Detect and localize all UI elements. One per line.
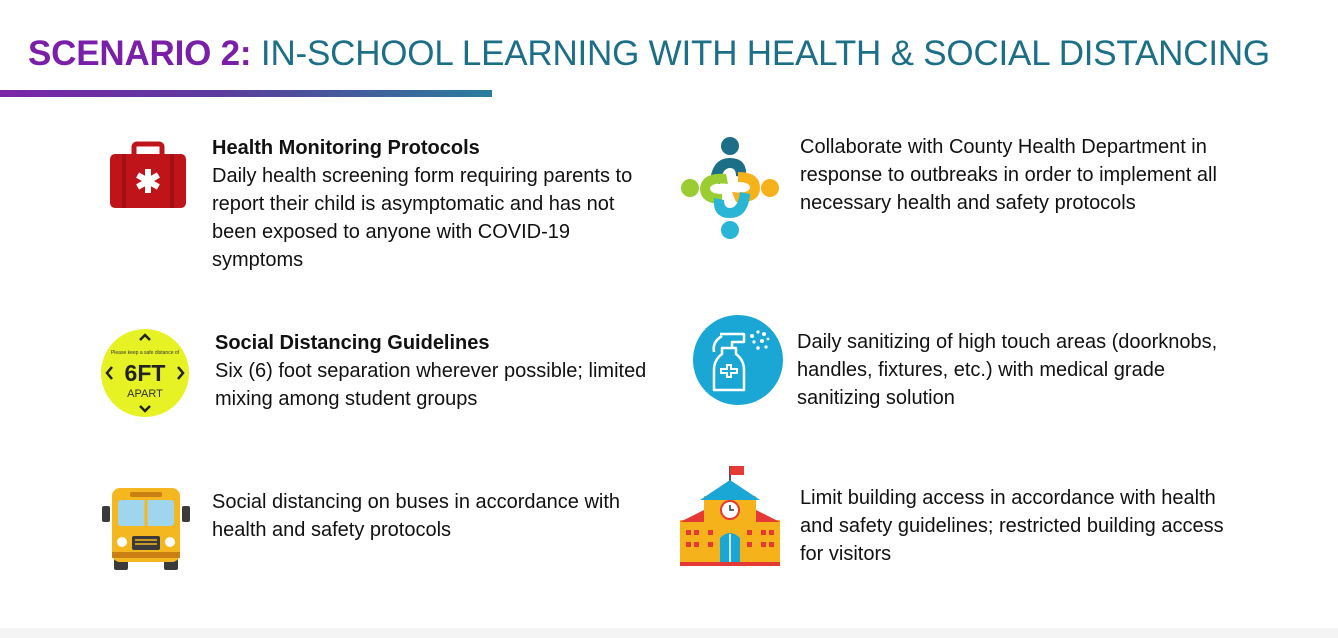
title-text: IN-SCHOOL LEARNING WITH HEALTH & SOCIAL DISTANCING (260, 34, 1270, 73)
collaboration-people-icon (680, 136, 780, 240)
county-health-text: Collaborate with County Health Department in response to outbreaks in order to implement all necessary health and safety protocols (800, 136, 1217, 214)
social-distancing-text: Six (6) foot separation wherever possible; limited mixing among student groups (215, 360, 647, 410)
school-building-icon (680, 462, 780, 570)
badge-6ft-text: 6FT (124, 360, 166, 386)
health-monitoring-block (212, 134, 652, 274)
health-monitoring-heading: Health Monitoring Protocols (212, 137, 480, 159)
bus-distancing-text: Social distancing on buses in accordance with health and safety protocols (212, 491, 621, 541)
footer-band (0, 628, 1338, 638)
sanitizing-block (797, 328, 1237, 412)
badge-small-text: Please keep a safe distance of (110, 350, 180, 356)
bus-distancing-block (212, 488, 652, 544)
county-health-block (800, 133, 1240, 217)
badge-apart-text: APART (127, 388, 163, 400)
health-monitoring-text: Daily health screening form requiring parents to report their child is asymptomatic and has not been exposed to anyone with COVID-19 symptoms (212, 165, 633, 271)
title-underline (0, 90, 492, 97)
spray-bottle-icon (692, 314, 784, 406)
building-access-text: Limit building access in accordance with health and safety guidelines; restricted building access for visitors (800, 487, 1224, 565)
scenario-label: SCENARIO 2: (28, 34, 252, 73)
page-title (28, 34, 1270, 74)
social-distancing-block (215, 329, 655, 413)
six-feet-apart-icon (100, 328, 190, 418)
sanitizing-text: Daily sanitizing of high touch areas (doorknobs, handles, fixtures, etc.) with medical grade sanitizing solution (797, 331, 1218, 409)
building-access-block (800, 484, 1240, 568)
social-distancing-heading: Social Distancing Guidelines (215, 332, 490, 354)
school-bus-icon (100, 484, 192, 572)
first-aid-kit-icon (106, 140, 190, 212)
